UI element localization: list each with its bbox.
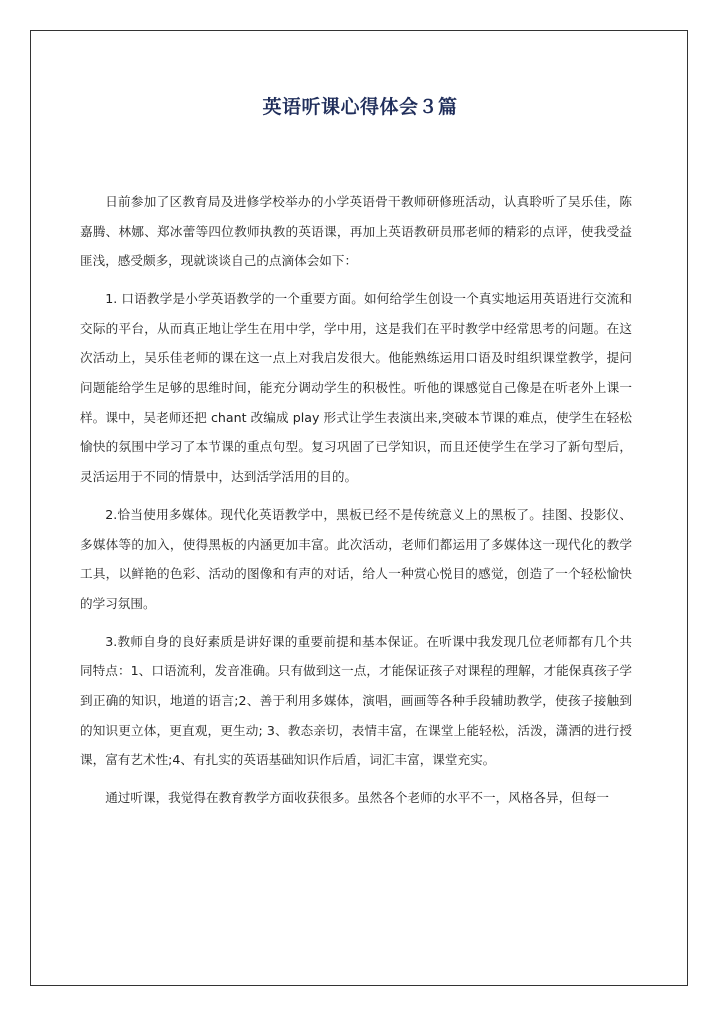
paragraph-intro: 日前参加了区教育局及进修学校举办的小学英语骨干教师研修班活动，认真聆听了吴乐佳，陈嘉腾、林娜、郑冰蕾等四位教师执教的英语课，再加上英语教研员邢老师的精彩的点评，使我受益匪浅，感受颇多，现就谈谈自己的点滴体会如下： (80, 194, 632, 269)
paragraph-oral-teaching: 1. 口语教学是小学英语教学的一个重要方面。如何给学生创设一个真实地运用英语进行交流和交际的平台，从而真正地让学生在用中学，学中用，这是我们在平时教学中经常思考的问题。在这次活动上，吴乐佳老师的课在这一点上对我启发很大。他能熟练运用口语及时组织课堂教学，提问问题能给学生足够的思维时间，能充分调动学生的积极性。听他的课感觉自己像是在听老外上课一样。课中，吴老师还把 chant 改编成 play 形式让学生表演出来,突破本节课的难点，使学生在轻松愉快的氛围中学习了本节课的重点句型。复习巩固了已学知识，而且还使学生在学习了新句型后，灵活运用于不同的情景中，达到活学活用的目的。 (80, 291, 632, 484)
document-body (80, 187, 632, 821)
paragraph-multimedia: 2.恰当使用多媒体。现代化英语教学中，黑板已经不是传统意义上的黑板了。挂图、投影仪、多媒体等的加入，使得黑板的内涵更加丰富。此次活动，老师们都运用了多媒体这一现代化的教学工具，以鲜艳的色彩、活动的图像和有声的对话，给人一种赏心悦目的感觉，创造了一个轻松愉快的学习氛围。 (80, 506, 632, 611)
paragraph-teacher-quality: 3.教师自身的良好素质是讲好课的重要前提和基本保证。在听课中我发现几位老师都有几个共同特点：1、口语流利，发音准确。只有做到这一点，才能保证孩子对课程的理解，才能保真孩子学到正确的知识，地道的语言;2、善于利用多媒体，演唱，画画等各种手段辅助教学，使孩子接触到的知识更立体，更直观，更生动; 3、教态亲切，表情丰富，在课堂上能轻松，活泼，潇洒的进行授课，富有艺术性;4、有扎实的英语基础知识作后盾，词汇丰富，课堂充实。 (80, 633, 632, 768)
document-title: 英语听课心得体会３篇 (262, 96, 458, 118)
paragraph-conclusion: 通过听课，我觉得在教育教学方面收获很多。虽然各个老师的水平不一，风格各异，但每一 (105, 790, 609, 806)
